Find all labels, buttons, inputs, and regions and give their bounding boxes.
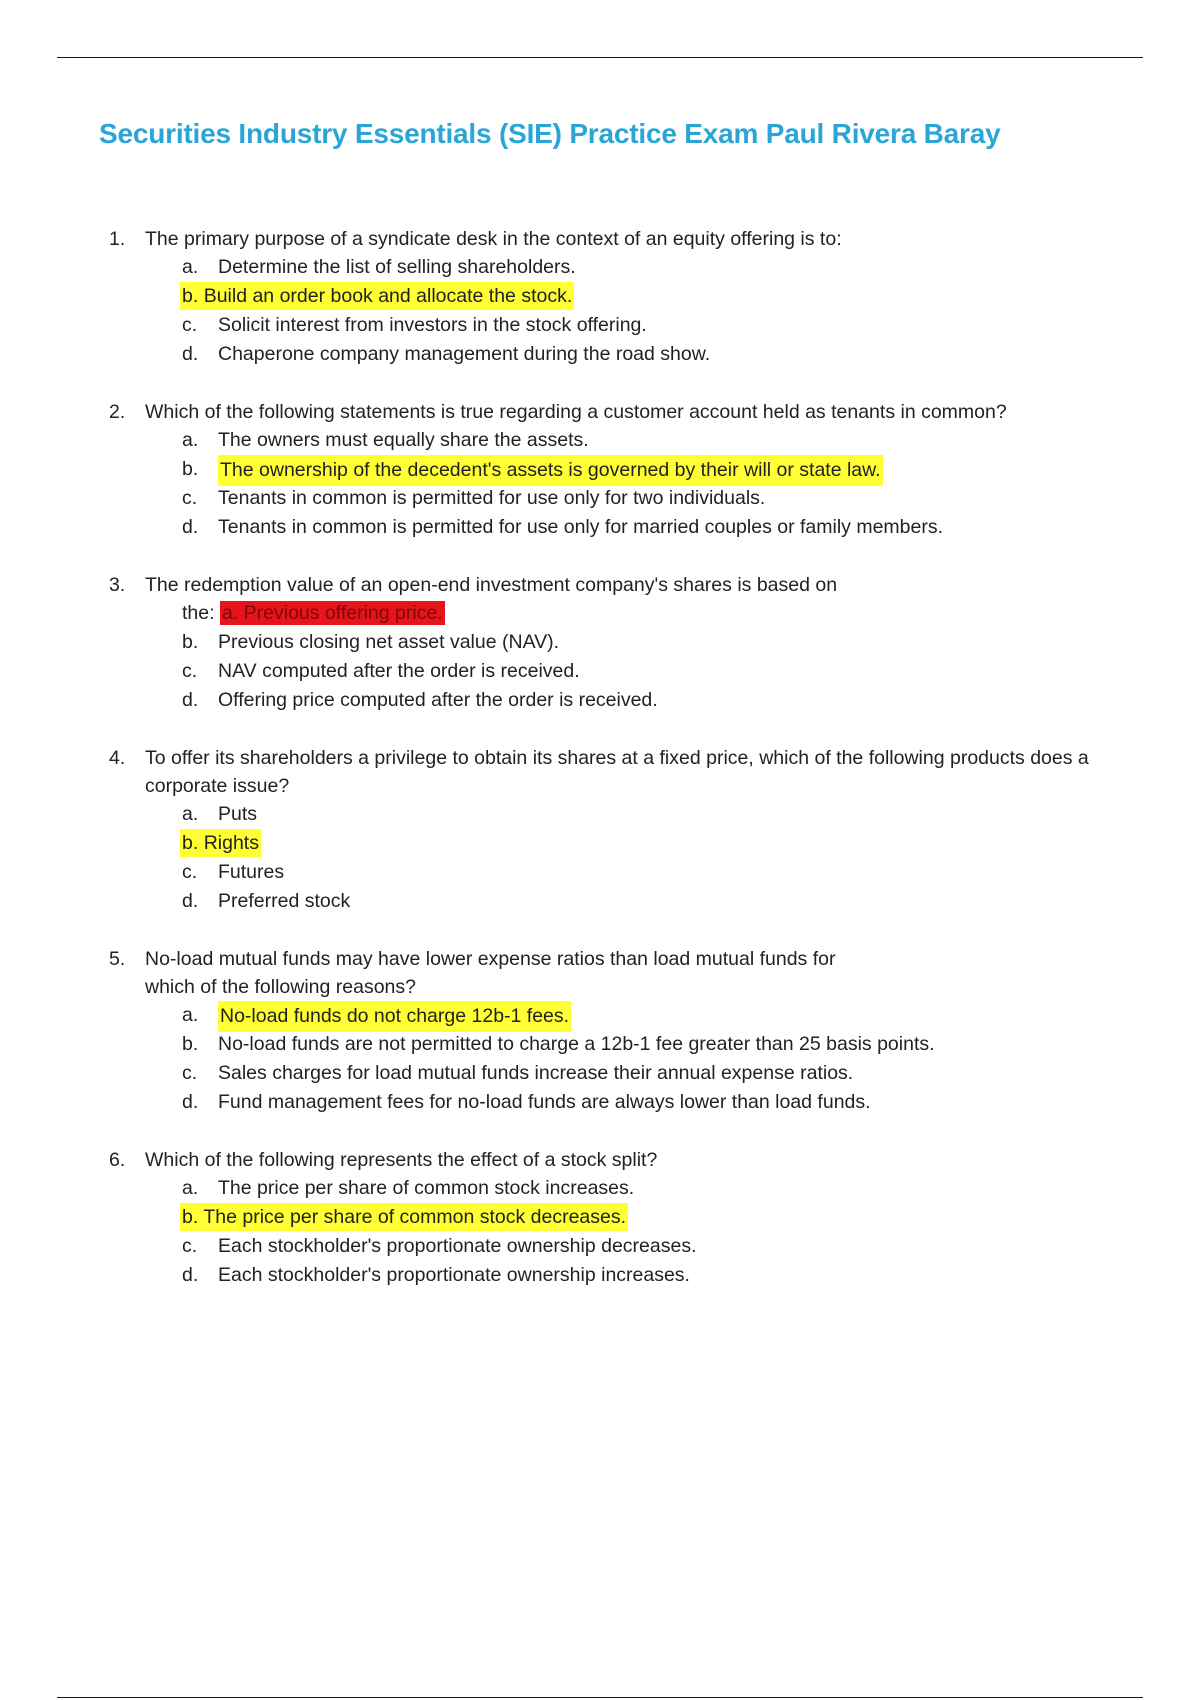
question-text: Which of the following represents the effect of a stock split? bbox=[145, 1149, 658, 1171]
top-rule bbox=[57, 57, 1143, 58]
option-letter: a. bbox=[182, 803, 199, 825]
answer-highlight: The ownership of the decedent's assets is governed by their will or state law. bbox=[218, 455, 883, 486]
question-text: Which of the following statements is true regarding a customer account held as tenants in common? bbox=[145, 401, 1007, 423]
option-c bbox=[0, 1059, 1200, 1088]
document-title: Securities Industry Essentials (SIE) Practice Exam Paul Rivera Baray bbox=[99, 118, 1001, 149]
option-b-highlighted bbox=[0, 1203, 1200, 1232]
option-letter: a. bbox=[182, 1177, 199, 1199]
question-1 bbox=[0, 225, 1200, 369]
question-number: 3. bbox=[109, 574, 126, 596]
option-text: Previous offering price. bbox=[243, 602, 443, 624]
option-text: Offering price computed after the order is received. bbox=[218, 689, 658, 711]
option-d bbox=[0, 1261, 1200, 1290]
question-lead: the: bbox=[182, 602, 215, 624]
question-text-continuation bbox=[182, 599, 445, 628]
option-text: Solicit interest from investors in the stock offering. bbox=[218, 314, 647, 336]
option-b bbox=[0, 628, 1200, 657]
question-5 bbox=[0, 945, 1200, 1117]
option-text: Chaperone company management during the road show. bbox=[218, 343, 711, 365]
option-letter: c. bbox=[182, 314, 198, 336]
question-number: 1. bbox=[109, 228, 126, 250]
option-letter: d. bbox=[182, 890, 199, 912]
option-a bbox=[0, 253, 1200, 282]
question-2 bbox=[0, 398, 1200, 542]
option-c bbox=[0, 657, 1200, 686]
question-number: 2. bbox=[109, 401, 126, 423]
option-letter: c. bbox=[182, 660, 198, 682]
option-letter: a. bbox=[182, 256, 199, 278]
option-a bbox=[0, 1174, 1200, 1203]
option-text: Each stockholder's proportionate ownership increases. bbox=[218, 1264, 690, 1286]
option-a-highlighted bbox=[0, 1001, 1200, 1030]
option-letter: d. bbox=[182, 1264, 199, 1286]
option-text: Fund management fees for no-load funds are always lower than load funds. bbox=[218, 1091, 871, 1113]
question-number: 4. bbox=[109, 747, 126, 769]
option-letter: d. bbox=[182, 1091, 199, 1113]
option-a bbox=[0, 426, 1200, 455]
question-number: 6. bbox=[109, 1149, 126, 1171]
option-list bbox=[0, 426, 1200, 542]
option-list bbox=[0, 253, 1200, 369]
option-list bbox=[0, 628, 1200, 715]
answer-highlight bbox=[180, 829, 261, 857]
option-list bbox=[0, 800, 1200, 916]
option-text: No-load funds are not permitted to charge a 12b-1 fee greater than 25 basis points. bbox=[218, 1033, 935, 1055]
option-text: The price per share of common stock increases. bbox=[218, 1177, 635, 1199]
option-b bbox=[0, 1030, 1200, 1059]
question-text: To offer its shareholders a privilege to obtain its shares at a fixed price, which of the following products does a corporate issue? bbox=[145, 747, 1089, 797]
incorrect-highlight bbox=[220, 601, 445, 625]
answer-highlight bbox=[180, 1203, 628, 1231]
option-a-incorrect bbox=[0, 599, 1200, 628]
option-letter: b. bbox=[182, 1033, 199, 1055]
option-text: NAV computed after the order is received. bbox=[218, 660, 580, 682]
option-text: Preferred stock bbox=[218, 890, 351, 912]
option-c bbox=[0, 1232, 1200, 1261]
option-letter: a. bbox=[182, 429, 199, 451]
option-letter: b. bbox=[182, 832, 199, 854]
option-letter: b. bbox=[182, 631, 199, 653]
option-text: Puts bbox=[218, 803, 258, 825]
option-text: Rights bbox=[203, 832, 259, 854]
option-d bbox=[0, 1088, 1200, 1117]
option-list bbox=[0, 1174, 1200, 1290]
question-6 bbox=[0, 1146, 1200, 1290]
option-text: Build an order book and allocate the stock. bbox=[203, 285, 573, 307]
question-text: The redemption value of an open-end investment company's shares is based on bbox=[145, 574, 838, 596]
question-number: 5. bbox=[109, 948, 126, 970]
option-text: Futures bbox=[218, 861, 285, 883]
option-text: Sales charges for load mutual funds increase their annual expense ratios. bbox=[218, 1062, 854, 1084]
question-text: The primary purpose of a syndicate desk in the context of an equity offering is to: bbox=[145, 228, 842, 250]
option-c bbox=[0, 311, 1200, 340]
bottom-rule bbox=[57, 1697, 1143, 1698]
option-text: Tenants in common is permitted for use only for two individuals. bbox=[218, 487, 766, 509]
option-letter: b. bbox=[182, 458, 199, 480]
question-4 bbox=[0, 744, 1200, 916]
option-a bbox=[0, 800, 1200, 829]
option-letter: d. bbox=[182, 516, 199, 538]
question-3 bbox=[0, 571, 1200, 715]
option-d bbox=[0, 686, 1200, 715]
option-b-highlighted bbox=[0, 829, 1200, 858]
option-d bbox=[0, 340, 1200, 369]
option-text: Tenants in common is permitted for use only for married couples or family members. bbox=[218, 516, 944, 538]
option-c bbox=[0, 484, 1200, 513]
answer-highlight bbox=[180, 282, 574, 310]
option-letter: c. bbox=[182, 1062, 198, 1084]
option-text: Determine the list of selling shareholders. bbox=[218, 256, 576, 278]
option-letter: d. bbox=[182, 689, 199, 711]
option-d bbox=[0, 887, 1200, 916]
option-letter: c. bbox=[182, 487, 198, 509]
option-d bbox=[0, 513, 1200, 542]
option-list bbox=[0, 1001, 1200, 1117]
option-letter: c. bbox=[182, 1235, 198, 1257]
option-letter: b. bbox=[182, 285, 199, 307]
option-b-highlighted bbox=[0, 455, 1200, 484]
option-letter: a. bbox=[182, 1004, 199, 1026]
option-text: Each stockholder's proportionate ownership decreases. bbox=[218, 1235, 697, 1257]
answer-highlight: No-load funds do not charge 12b-1 fees. bbox=[218, 1001, 571, 1032]
option-letter: d. bbox=[182, 343, 199, 365]
option-text: Previous closing net asset value (NAV). bbox=[218, 631, 560, 653]
question-list bbox=[0, 225, 1200, 1319]
option-letter: b. bbox=[182, 1206, 199, 1228]
option-letter: c. bbox=[182, 861, 198, 883]
option-text: The owners must equally share the assets. bbox=[218, 429, 589, 451]
question-text: No-load mutual funds may have lower expense ratios than load mutual funds for which of the following reasons? bbox=[145, 948, 836, 998]
option-letter: a. bbox=[221, 602, 239, 624]
option-b-highlighted bbox=[0, 282, 1200, 311]
option-text: The price per share of common stock decreases. bbox=[203, 1206, 627, 1228]
option-c bbox=[0, 858, 1200, 887]
